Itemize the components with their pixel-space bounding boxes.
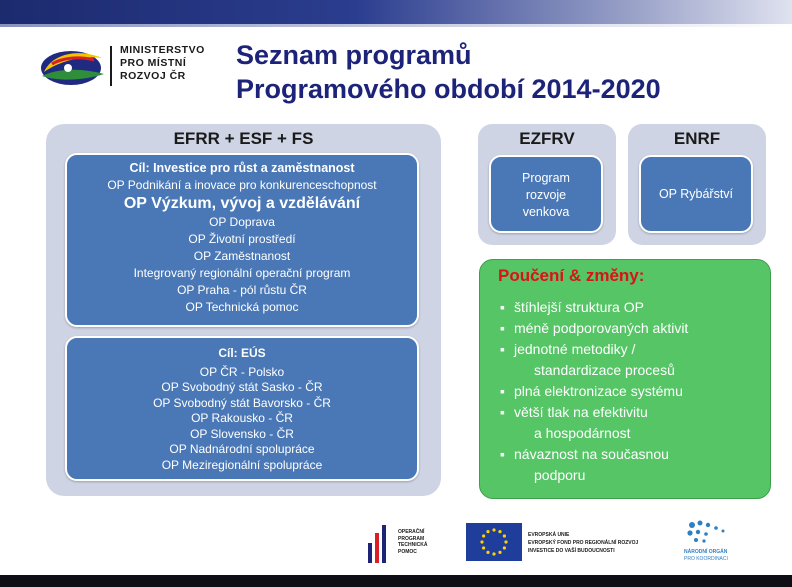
program-item: OP Technická pomoc	[185, 300, 299, 314]
changes-heading: Poučení & změny:	[498, 266, 645, 285]
program-item: OP Podnikání a inovace pro konkurenceschopnost	[107, 178, 377, 192]
bottom-bar	[0, 575, 792, 587]
rural-line: rozvoje	[525, 188, 567, 202]
optp-line: OPERAČNÍ	[398, 529, 425, 535]
fisheries-program: OP Rybářství	[658, 187, 734, 201]
top-banner	[0, 0, 792, 24]
program-item: OP Nadnárodní spolupráce	[169, 442, 315, 456]
title-line-1: Seznam programů	[236, 40, 472, 70]
program-item: OP Doprava	[209, 215, 275, 229]
optp-logo	[366, 523, 456, 563]
rural-development-box	[489, 155, 603, 233]
changes-item: ▪ návaznost na současnou	[500, 444, 688, 465]
no-line: PRO KOORDINACI	[684, 555, 728, 562]
ministry-line-1: MINISTERSTVO	[120, 44, 205, 56]
changes-panel	[479, 259, 771, 499]
program-item: OP Zaměstnanost	[193, 249, 291, 263]
efrr-esf-fs-heading: EFRR + ESF + FS	[173, 129, 314, 148]
program-item: OP ČR - Polsko	[199, 364, 285, 379]
changes-item: ▪ jednotné metodiky /	[500, 339, 688, 360]
changes-item: ▪ štíhlejší struktura OP	[500, 297, 688, 318]
title-line-2: Programového období 2014-2020	[236, 74, 661, 104]
rural-line: Program	[522, 171, 570, 185]
eu-line: INVESTICE DO VAŠÍ BUDOUCNOSTI	[528, 548, 615, 554]
changes-list	[500, 297, 688, 486]
eus-goal-box	[65, 336, 419, 481]
ezfrv-heading: EZFRV	[519, 129, 575, 148]
optp-line: POMOC	[398, 548, 417, 555]
program-item: OP Svobodný stát Sasko - ČR	[161, 380, 323, 394]
fisheries-box	[639, 155, 753, 233]
eu-logo	[466, 523, 676, 563]
changes-item: ▪ méně podporovaných aktivit	[500, 318, 688, 339]
ministry-line-3: ROZVOJ ČR	[120, 70, 186, 82]
program-item: Integrovaný regionální operační program	[133, 266, 351, 280]
program-item: OP Praha - pól růstu ČR	[177, 283, 307, 297]
national-coordination-logo	[682, 519, 752, 565]
eu-line: EVROPSKÁ UNIE	[528, 532, 570, 538]
changes-item-continued: podporu	[534, 467, 586, 483]
enrf-heading: ENRF	[673, 129, 721, 148]
optp-line: TECHNICKÁ	[398, 542, 428, 548]
ministry-emblem-icon	[38, 46, 108, 88]
ministry-name	[120, 44, 205, 83]
eus-goal-label: Cíl: EÚS	[218, 346, 266, 360]
enrf-panel	[628, 124, 766, 245]
optp-line: PROGRAM	[398, 535, 425, 542]
program-item: OP Životní prostředí	[188, 232, 296, 246]
optp-bars-icon	[366, 523, 394, 563]
dots-emblem-icon	[686, 519, 734, 545]
top-banner-line	[0, 24, 792, 27]
slide-title	[236, 38, 661, 106]
growth-goal-box	[65, 153, 419, 327]
program-item-highlight: OP Výzkum, vývoj a vzdělávání	[123, 195, 361, 212]
growth-goal-label: Cíl: Investice pro růst a zaměstnanost	[129, 161, 355, 175]
rural-line: venkova	[522, 205, 570, 219]
ministry-line-2: PRO MÍSTNÍ	[120, 57, 187, 69]
program-item: OP Svobodný stát Bavorsko - ČR	[153, 395, 331, 410]
program-item: OP Rakousko - ČR	[191, 411, 293, 425]
program-item: OP Meziregionální spolupráce	[161, 457, 323, 472]
changes-item-continued: a hospodárnost	[534, 425, 631, 441]
efrr-esf-fs-panel	[46, 124, 441, 496]
program-item: OP Slovensko - ČR	[190, 426, 294, 441]
no-line: NÁRODNÍ ORGÁN	[684, 549, 728, 555]
changes-item: ▪ větší tlak na efektivitu	[500, 402, 688, 423]
logo-divider	[110, 46, 112, 86]
changes-item: ▪ plná elektronizace systému	[500, 381, 688, 402]
ezfrv-panel	[478, 124, 616, 245]
changes-item-continued: standardizace procesů	[534, 362, 675, 378]
eu-flag-icon	[466, 523, 522, 561]
eu-line: EVROPSKÝ FOND PRO REGIONÁLNÍ ROZVOJ	[528, 540, 639, 546]
